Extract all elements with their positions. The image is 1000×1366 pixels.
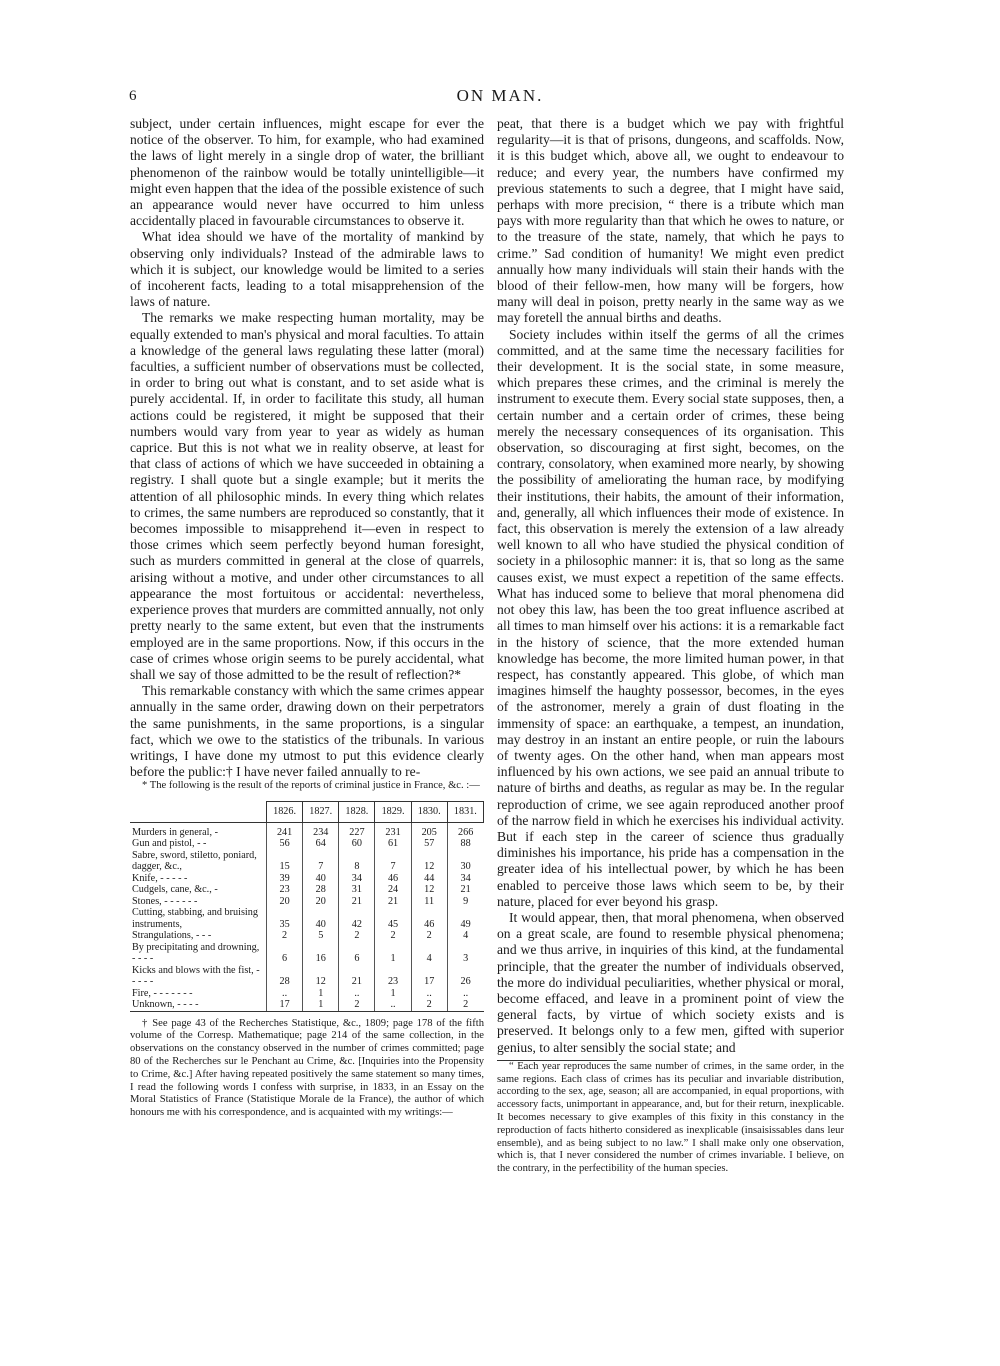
table-row [130,942,484,965]
table-cell: 64 [303,838,339,850]
table-cell: 2 [267,930,303,942]
crime-category-label: Murders in general, - [132,826,218,838]
footnote-table-intro: * The following is the result of the reports of criminal justice in France, &c. :— [142,780,480,792]
table-cell: 44 [411,873,447,885]
table-cell: 227 [339,822,375,838]
table-cell: 26 [447,965,483,988]
paragraph: peat, that there is a budget which we pay with frightful regularity—it is that of prisons, dungeons, and scaffolds. Now, it is this budget which, above all, we ought to endeavour to reduce; and every year, the numbers have confirmed my previous statements to such a degree, that I might have said, perhaps with more precision, “ there is a tribute which man pays with more regularity than that which he owes to nature, or to the treasure of the state, namely, that which he pays to crime.” Sad condition of humanity! We might even predict annually how many individuals will stain their hands with the blood of their fellow-men, how many will be forgers, how many will deal in poison, pretty nearly in the same way as we may foretell the annual births and deaths. [497,116,844,326]
table-cell: .. [411,988,447,1000]
table-cell: 46 [411,907,447,930]
table-cell: 1 [303,988,339,1000]
table-cell: 17 [411,965,447,988]
table-cell: 21 [447,884,483,896]
crime-category-label: Cutting, stabbing, and bruising instruments, [132,907,258,930]
table-cell: 1 [375,988,411,1000]
table-row [130,930,484,942]
crime-category-label: Strangulations, - - - [132,930,212,942]
table-cell: 57 [411,838,447,850]
crime-category-label: Cudgels, cane, &c., - [132,884,218,896]
year-header: 1828. [339,802,375,823]
table-cell: 1 [303,999,339,1011]
table-row [130,850,484,873]
table-cell: 21 [339,896,375,908]
crime-category-label: Knife, - - - - - [132,872,188,884]
footnote-continuation: “ Each year reproduces the same number of crimes, in the same order, in the same regions. Each class of crimes has its peculiar and invariable distribution, according to the sex, age, season; all are accompanied, in equal proportions, with accessory facts, unimportant in appearance, and, but for their return, inexplicable. It becomes necessary to give examples of this fixity in this constancy in the reproduction of facts hitherto considered as inexplicable (insaisissables dans leur ensemble), and as being subject to no law.” I shall make only one observation, which is, that I never considered the number of crimes invariable. I believe, on the contrary, in the perfectibility of the human species. [497,1060,844,1175]
table-cell: 205 [411,822,447,838]
table-cell: 2 [447,999,483,1011]
crime-category-label: Gun and pistol, - - [132,838,207,850]
table-cell: 6 [339,942,375,965]
table-row [130,884,484,896]
table-row [130,873,484,885]
table-cell: 234 [303,822,339,838]
crime-category-label: Sabre, sword, stiletto, poniard, dagger, &c., [132,849,257,873]
table-cell: 3 [447,942,483,965]
table-row [130,907,484,930]
table-cell: 8 [339,850,375,873]
crime-category-label: Kicks and blows with the fist, - - - - - [132,964,260,988]
table-cell: 7 [375,850,411,873]
table-cell: 20 [303,896,339,908]
table-row [130,988,484,1000]
table-cell: 28 [303,884,339,896]
table-cell: 4 [411,942,447,965]
table-cell: 39 [267,873,303,885]
table-cell: 21 [339,965,375,988]
table-cell: 34 [447,873,483,885]
crime-category-label: Stones, - - - - - - [132,895,198,907]
table-cell: 7 [303,850,339,873]
table-cell: 20 [267,896,303,908]
table-cell: 241 [267,822,303,838]
table-cell: 2 [375,930,411,942]
table-cell: 16 [303,942,339,965]
table-header-blank [130,802,267,823]
table-cell: 40 [303,873,339,885]
paragraph: This remarkable constancy with which the same crimes appear annually in the same order, drawing down on their perpetrators the same punishments, in the same proportions, is a singular fact, which we owe to the statistics of the tribunals. In various writings, I have done my utmost to put this evidence clearly before the public:† I have never failed annually to re- [130,683,484,780]
table-cell: 266 [447,822,483,838]
paragraph: What idea should we have of the mortality of mankind by observing only individuals? Instead of the admirable laws to which it is subject, our knowledge would be limited to a series of incoherent facts, leading to a total misapprehension of the laws of nature. [130,229,484,310]
table-cell: 28 [267,965,303,988]
crime-category-label: Fire, - - - - - - - [132,987,193,999]
table-cell: .. [267,988,303,1000]
table-cell: 2 [339,999,375,1011]
table-cell: 30 [447,850,483,873]
table-row [130,896,484,908]
running-title: ON MAN. [456,86,544,105]
year-header: 1829. [375,802,411,823]
table-cell: 23 [375,965,411,988]
table-cell: 5 [303,930,339,942]
table-cell: 231 [375,822,411,838]
table-cell: 12 [411,850,447,873]
table-row [130,965,484,988]
table-row [130,822,484,838]
page-number: 6 [129,88,137,104]
table-cell: 15 [267,850,303,873]
paragraph: subject, under certain influences, might escape for ever the notice of the observer. To him, for example, who had examined the laws of light merely in a single drop of water, the brilliant phenomenon of the rainbow would be totally unintelligible—it might even happen that the idea of the possible existence of such an appearance would never have occurred to him unless accidentally placed in favourable circumstances to observe it. [130,116,484,229]
table-cell: 12 [411,884,447,896]
table-cell: 6 [267,942,303,965]
table-cell: 24 [375,884,411,896]
table-cell: 46 [375,873,411,885]
paragraph: The remarks we make respecting human mortality, may be equally extended to man's physical and moral faculties. To attain a knowledge of the general laws regulating these latter (moral) faculties, a sufficient number of observations must be collected, in order to bring out what is constant, and to set aside what is purely accidental. If, in order to facilitate this study, all human actions could be registered, it might be supposed that their numbers would vary from year to year as widely as human caprice. But this is not what we in reality observe, at least for that class of actions of which we have succeeded in obtaining a registry. I shall quote but a single example; but it merits the attention of all philosophic minds. In every thing which relates to crimes, the same numbers are reproduced so constantly, that it becomes impossible to misapprehend it—even in respect to those crimes which seem perfectly beyond human foresight, such as murders committed in general at the close of quarrels, arising without a motive, and under other circumstances to all appearance the most fortuitous or accidental: nevertheless, experience proves that murders are committed annually, not only pretty nearly to the same extent, but even that the instruments employed are in the same proportions. Now, if this occurs in the case of crimes whose origin seems to be purely accidental, what shall we say of those admitted to be the result of reflection?* [130,310,484,682]
table-cell: 35 [267,907,303,930]
paragraph: It would appear, then, that moral phenomena, when observed on a great scale, are found to resemble physical phenomena; and we thus arrive, in inquiries of this kind, at the fundamental principle, that the greater the number of individuals observed, the more do individual peculiarities, whether physical or moral, become effaced, and leave in a prominent point of view the general facts, by virtue of which society exists and is preserved. It belongs only to a few men, gifted with superior genius, to alter sensibly the social state; and [497,909,844,1055]
table-row [130,999,484,1011]
table-cell: 12 [303,965,339,988]
paragraph: Society includes within itself the germs of all the crimes committed, and at the same time the necessary facilities for their development. It is the social state, in some measure, which prepares these crimes, and the criminal is merely the instrument to execute them. Every social state supposes, then, a certain number and a certain order of crimes, these being merely the necessary consequences of its organisation. This observation, so discouraging at first sight, becomes, on the contrary, consolatory, when examined more nearly, by showing the possibility of ameliorating the human race, by modifying their institutions, their habits, the amount of their information, and, generally, all which influences their mode of existence. In fact, this observation is merely the extension of a law already well known to all who have studied the physical condition of society in a philosophic manner: it is, that so long as the same causes exist, we must expect a repetition of the same effects. What has induced some to believe that moral phenomena did not obey this law, has been the too great influence ascribed at all times to man himself over his actions: it is a remarkable fact in the history of science, that the more extended human knowledge has become, the more limited human power, in that respect, has constantly appeared. This globe, of which man imagines himself the haughty possessor, becomes, in the eyes of the astronomer, merely a grain of dust floating in the immensity of space: an earthquake, a tempest, an inundation, may destroy in an instant an entire people, or ruin the labours of twenty ages. On the other hand, when man appears most influenced by his own actions, we see paid an annual tribute to nature of births and deaths, as regular as may be. In the regular reproduction of crime, we see again reproduced another proof of the narrow field in which he exercises his individual activity. But if each step in the career of science thus gradually diminishes his importance, his pride has a compensation in the greater idea of his intellectual power, by which he has been enabled to perceive those laws which seem to be, by their nature, placed for ever beyond his grasp. [497,326,844,909]
table-cell: .. [339,988,375,1000]
table-cell: 34 [339,873,375,885]
table-cell: 1 [375,942,411,965]
right-column [497,116,844,1176]
year-header: 1830. [411,802,447,823]
table-cell: .. [375,999,411,1011]
table-cell: 42 [339,907,375,930]
table-cell: 23 [267,884,303,896]
table-cell: 45 [375,907,411,930]
table-cell: 2 [339,930,375,942]
table-cell: 17 [267,999,303,1011]
crime-category-label: By precipitating and drowning, - - - - [132,941,260,965]
table-cell: 21 [375,896,411,908]
table-cell: 4 [447,930,483,942]
table-header-row [130,802,484,823]
footnote-dagger: † See page 43 of the Recherches Statistique, &c., 1809; page 178 of the fifth volume of the Corresp. Mathematique; page 214 of the same collection, in the observations on the constancy observed in the number of crimes committed; page 80 of the Recherches sur le Penchant au Crime, &c. [Inquiries into the Propensity to Crime, &c.] After having repeated positively the same statement so many times, I read the following words I confess with surprise, in 1833, in an Essay on the Moral Statistics of France (Statistique Morale de la France), the author of which honours me with his correspondence, and is acquainted with my writings:— [130,1017,484,1119]
crime-category-label: Unknown, - - - - [130,999,267,1011]
table-cell: 56 [267,838,303,850]
year-header: 1826. [267,802,303,823]
table-cell: 61 [375,838,411,850]
table-row [130,838,484,850]
left-column [130,116,484,1120]
table-cell: 60 [339,838,375,850]
table-cell: .. [447,988,483,1000]
year-header: 1831. [447,802,483,823]
year-header: 1827. [303,802,339,823]
table-cell: 2 [411,930,447,942]
table-cell: 88 [447,838,483,850]
crime-statistics-table [130,801,484,1012]
table-cell: 11 [411,896,447,908]
table-cell: 40 [303,907,339,930]
table-cell: 49 [447,907,483,930]
table-cell: 2 [411,999,447,1011]
table-cell: 9 [447,896,483,908]
table-cell: 31 [339,884,375,896]
